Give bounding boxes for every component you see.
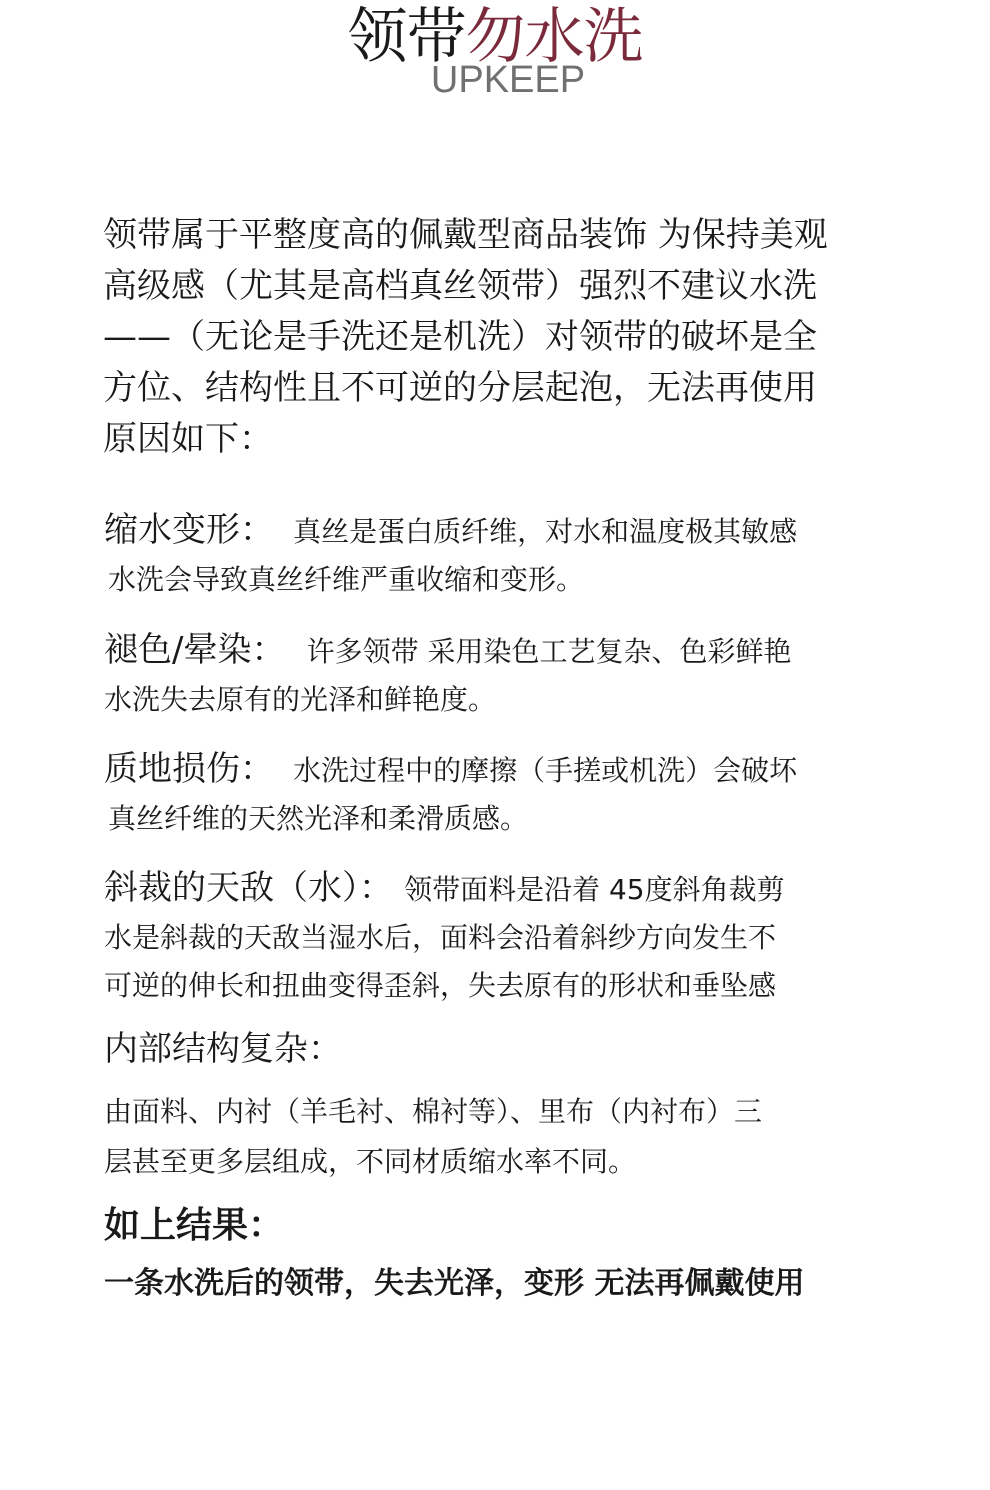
section-bias-cut (104, 862, 914, 1010)
section-line: 水洗失去原有的光泽和鲜艳度。 (104, 683, 497, 716)
section-text: 领带面料是沿着 45度斜角裁剪 (404, 873, 785, 906)
intro-line: 领带属于平整度高的佩戴型商品装饰 为保持美观 (103, 215, 828, 255)
intro-paragraph (103, 210, 913, 465)
section-heading: 内部结构复杂： (104, 1029, 342, 1069)
section-conclusion (104, 1200, 914, 1308)
section-heading: 质地损伤： (104, 749, 274, 789)
intro-line: 原因如下： (103, 419, 273, 459)
conclusion-heading: 如上结果： (104, 1205, 285, 1246)
intro-line: 高级感（尤其是高档真丝领带）强烈不建议水洗 (103, 266, 817, 306)
section-line: 由面料、内衬（羊毛衬、棉衬等）、里布（内衬布）三 (104, 1095, 763, 1128)
section-text: 许多领带 采用染色工艺复杂、色彩鲜艳 (306, 635, 792, 668)
conclusion-text: 一条水洗后的领带，失去光泽，变形 无法再佩戴使用 (104, 1266, 805, 1301)
page-subtitle: UPKEEP (430, 59, 586, 101)
section-text: 真丝是蛋白质纤维，对水和温度极其敏感 (293, 515, 798, 548)
section-line: 层甚至更多层组成，不同材质缩水率不同。 (104, 1145, 637, 1178)
section-line: 水洗会导致真丝纤维严重收缩和变形。 (108, 563, 585, 596)
section-fading (104, 624, 914, 724)
section-texture-damage (104, 743, 914, 843)
intro-line: 方位、结构性且不可逆的分层起泡，无法再使用 (103, 368, 817, 408)
section-structure (104, 1024, 914, 1186)
section-heading: 斜裁的天敌（水）： (104, 868, 393, 908)
section-line: 真丝纤维的天然光泽和柔滑质感。 (108, 802, 529, 835)
title-part-tie: 领带 (347, 2, 466, 72)
title-part-no-wash: 勿水洗 (465, 2, 643, 72)
section-line: 水是斜裁的天敌当湿水后，面料会沿着斜纱方向发生不 (104, 921, 777, 954)
intro-line: ——（无论是手洗还是机洗）对领带的破坏是全 (103, 317, 817, 357)
section-text: 水洗过程中的摩擦（手搓或机洗）会破坏 (293, 754, 798, 787)
section-heading: 缩水变形： (104, 510, 274, 550)
section-shrinkage (104, 504, 914, 604)
section-heading: 褪色/晕染： (104, 630, 286, 670)
section-line: 可逆的伸长和扭曲变得歪斜，失去原有的形状和垂坠感 (104, 969, 777, 1002)
